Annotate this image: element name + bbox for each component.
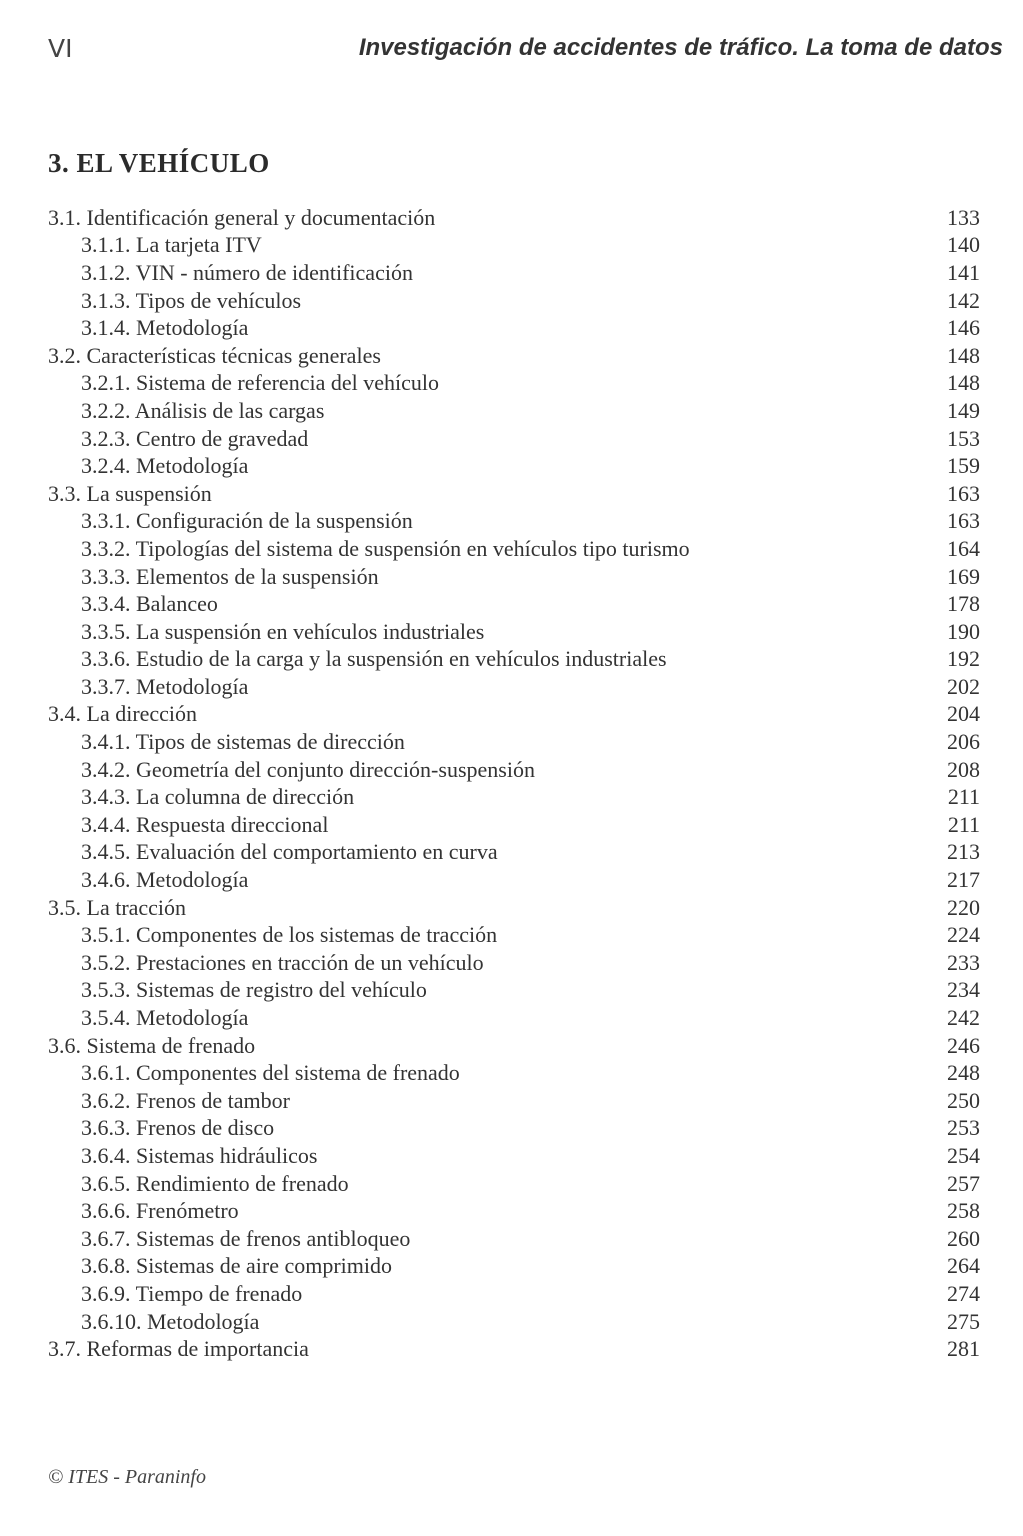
toc-entry-title: 3.6.3. Frenos de disco bbox=[81, 1115, 275, 1141]
toc-subsection-row bbox=[48, 287, 980, 315]
toc-entry-title: 3.6.4. Sistemas hidráulicos bbox=[81, 1142, 318, 1168]
toc-entry-page: 149 bbox=[947, 397, 980, 423]
toc-subsection-row bbox=[48, 563, 980, 591]
toc-entry-page: 275 bbox=[947, 1308, 980, 1334]
toc-entry-page: 148 bbox=[947, 370, 980, 396]
toc-entry-title: 3.1.4. Metodología bbox=[81, 315, 249, 341]
toc-entry-page: 250 bbox=[947, 1087, 980, 1113]
toc-entry-title: 3.6. Sistema de frenado bbox=[48, 1032, 256, 1058]
toc-subsection-row bbox=[48, 949, 980, 977]
toc-entry-page: 146 bbox=[947, 315, 980, 341]
toc-entry-title: 3.4.1. Tipos de sistemas de dirección bbox=[81, 729, 405, 755]
toc-subsection-row bbox=[48, 370, 980, 398]
toc-entry-page: 253 bbox=[947, 1115, 980, 1141]
toc-entry-page: 281 bbox=[947, 1336, 980, 1362]
toc-entry-title: 3.3.7. Metodología bbox=[81, 673, 249, 699]
table-of-contents bbox=[48, 204, 980, 1363]
toc-entry-page: 248 bbox=[947, 1060, 980, 1086]
toc-entry-title: 3.1.3. Tipos de vehículos bbox=[81, 287, 302, 313]
toc-section-row bbox=[48, 204, 980, 232]
toc-section-row bbox=[48, 1335, 980, 1363]
toc-section-row bbox=[48, 342, 980, 370]
toc-entry-page: 169 bbox=[947, 563, 980, 589]
toc-subsection-row bbox=[48, 1142, 980, 1170]
toc-entry-title: 3.6.7. Sistemas de frenos antibloqueo bbox=[81, 1225, 411, 1251]
toc-subsection-row bbox=[48, 259, 980, 287]
toc-entry-page: 260 bbox=[947, 1225, 980, 1251]
toc-entry-title: 3.2.4. Metodología bbox=[81, 453, 249, 479]
toc-subsection-row bbox=[48, 452, 980, 480]
toc-entry-page: 211 bbox=[947, 811, 980, 837]
toc-entry-title: 3.6.1. Componentes del sistema de frenado bbox=[81, 1060, 460, 1086]
toc-entry-title: 3.6.9. Tiempo de frenado bbox=[81, 1280, 303, 1306]
toc-entry-title: 3.5. La tracción bbox=[48, 894, 187, 920]
toc-entry-page: 153 bbox=[947, 425, 980, 451]
toc-subsection-row bbox=[48, 232, 980, 260]
toc-entry-title: 3.4.3. La columna de dirección bbox=[81, 784, 355, 810]
toc-entry-title: 3.3.1. Configuración de la suspensión bbox=[81, 508, 413, 534]
toc-entry-title: 3.6.8. Sistemas de aire comprimido bbox=[81, 1253, 392, 1279]
toc-entry-title: 3.4.2. Geometría del conjunto dirección-suspensión bbox=[81, 756, 535, 782]
toc-entry-page: 192 bbox=[947, 646, 980, 672]
toc-entry-page: 133 bbox=[947, 204, 980, 230]
footer-copyright: © ITES - Paraninfo bbox=[48, 1466, 206, 1488]
toc-entry-title: 3.4.6. Metodología bbox=[81, 867, 249, 893]
toc-subsection-row bbox=[48, 977, 980, 1005]
toc-entry-page: 242 bbox=[947, 1005, 980, 1031]
toc-subsection-row bbox=[48, 728, 980, 756]
toc-entry-title: 3.4.4. Respuesta direccional bbox=[81, 811, 329, 837]
toc-entry-page: 190 bbox=[947, 618, 980, 644]
toc-entry-page: 163 bbox=[947, 480, 980, 506]
toc-entry-title: 3.6.10. Metodología bbox=[81, 1308, 260, 1334]
toc-subsection-row bbox=[48, 1115, 980, 1143]
toc-entry-title: 3.3.6. Estudio de la carga y la suspensión en vehículos industriales bbox=[81, 646, 667, 672]
toc-section-row bbox=[48, 894, 980, 922]
toc-subsection-row bbox=[48, 646, 980, 674]
toc-entry-page: 159 bbox=[947, 453, 980, 479]
toc-subsection-row bbox=[48, 921, 980, 949]
toc-section-row bbox=[48, 1032, 980, 1060]
toc-entry-page: 204 bbox=[947, 701, 980, 727]
toc-subsection-row bbox=[48, 1170, 980, 1198]
toc-subsection-row bbox=[48, 756, 980, 784]
toc-section-row bbox=[48, 701, 980, 729]
toc-subsection-row bbox=[48, 1197, 980, 1225]
toc-entry-title: 3.6.6. Frenómetro bbox=[81, 1198, 239, 1224]
toc-entry-title: 3.4. La dirección bbox=[48, 701, 198, 727]
toc-entry-title: 3.1.1. La tarjeta ITV bbox=[81, 232, 262, 258]
toc-entry-page: 141 bbox=[947, 259, 980, 285]
toc-entry-title: 3.5.4. Metodología bbox=[81, 1005, 249, 1031]
toc-entry-title: 3.5.3. Sistemas de registro del vehículo bbox=[81, 977, 427, 1003]
toc-entry-page: 163 bbox=[947, 508, 980, 534]
toc-entry-page: 234 bbox=[947, 977, 980, 1003]
chapter-title: 3. EL VEHÍCULO bbox=[48, 148, 270, 178]
toc-subsection-row bbox=[48, 397, 980, 425]
toc-subsection-row bbox=[48, 314, 980, 342]
toc-entry-title: 3.7. Reformas de importancia bbox=[48, 1336, 309, 1362]
toc-subsection-row bbox=[48, 1059, 980, 1087]
toc-subsection-row bbox=[48, 673, 980, 701]
toc-entry-page: 258 bbox=[947, 1198, 980, 1224]
toc-entry-title: 3.6.2. Frenos de tambor bbox=[81, 1087, 290, 1113]
toc-entry-title: 3.3.3. Elementos de la suspensión bbox=[81, 563, 379, 589]
toc-entry-title: 3.2. Características técnicas generales bbox=[48, 342, 381, 368]
toc-entry-title: 3.2.3. Centro de gravedad bbox=[81, 425, 309, 451]
toc-subsection-row bbox=[48, 1087, 980, 1115]
toc-entry-title: 3.1.2. VIN - número de identificación bbox=[81, 259, 413, 285]
toc-subsection-row bbox=[48, 1253, 980, 1281]
toc-entry-page: 211 bbox=[947, 784, 980, 810]
toc-subsection-row bbox=[48, 618, 980, 646]
running-title: Investigación de accidentes de tráfico. La toma de datos bbox=[358, 34, 1003, 61]
toc-subsection-row bbox=[48, 590, 980, 618]
page-number: VI bbox=[48, 34, 73, 63]
toc-entry-page: 254 bbox=[947, 1142, 980, 1168]
toc-entry-title: 3.2.2. Análisis de las cargas bbox=[81, 397, 325, 423]
toc-subsection-row bbox=[48, 1308, 980, 1336]
toc-entry-title: 3.3. La suspensión bbox=[48, 480, 212, 506]
toc-entry-page: 224 bbox=[947, 922, 980, 948]
toc-subsection-row bbox=[48, 839, 980, 867]
toc-entry-title: 3.3.2. Tipologías del sistema de suspensión en vehículos tipo turismo bbox=[81, 535, 690, 561]
toc-entry-page: 206 bbox=[947, 729, 980, 755]
toc-section-row bbox=[48, 480, 980, 508]
toc-entry-title: 3.3.4. Balanceo bbox=[81, 591, 218, 617]
toc-entry-title: 3.2.1. Sistema de referencia del vehículo bbox=[81, 370, 439, 396]
toc-subsection-row bbox=[48, 1004, 980, 1032]
toc-entry-page: 274 bbox=[947, 1280, 980, 1306]
toc-entry-page: 220 bbox=[947, 894, 980, 920]
toc-entry-title: 3.5.1. Componentes de los sistemas de tracción bbox=[81, 922, 498, 948]
toc-subsection-row bbox=[48, 535, 980, 563]
toc-entry-title: 3.6.5. Rendimiento de frenado bbox=[81, 1170, 349, 1196]
toc-subsection-row bbox=[48, 508, 980, 536]
toc-entry-title: 3.5.2. Prestaciones en tracción de un vehículo bbox=[81, 949, 484, 975]
toc-subsection-row bbox=[48, 783, 980, 811]
toc-entry-page: 264 bbox=[947, 1253, 980, 1279]
toc-entry-page: 257 bbox=[947, 1170, 980, 1196]
toc-entry-title: 3.3.5. La suspensión en vehículos industriales bbox=[81, 618, 485, 644]
toc-subsection-row bbox=[48, 1225, 980, 1253]
toc-entry-title: 3.4.5. Evaluación del comportamiento en curva bbox=[81, 839, 498, 865]
toc-entry-page: 140 bbox=[947, 232, 980, 258]
toc-subsection-row bbox=[48, 866, 980, 894]
toc-subsection-row bbox=[48, 811, 980, 839]
toc-entry-page: 202 bbox=[947, 673, 980, 699]
toc-subsection-row bbox=[48, 425, 980, 453]
toc-entry-title: 3.1. Identificación general y documentación bbox=[48, 204, 436, 230]
toc-entry-page: 142 bbox=[947, 287, 980, 313]
toc-entry-page: 233 bbox=[947, 949, 980, 975]
toc-entry-page: 148 bbox=[947, 342, 980, 368]
toc-entry-page: 217 bbox=[947, 867, 980, 893]
toc-entry-page: 164 bbox=[947, 535, 980, 561]
toc-entry-page: 213 bbox=[947, 839, 980, 865]
toc-entry-page: 208 bbox=[947, 756, 980, 782]
toc-entry-page: 178 bbox=[947, 591, 980, 617]
toc-entry-page: 246 bbox=[947, 1032, 980, 1058]
toc-subsection-row bbox=[48, 1280, 980, 1308]
